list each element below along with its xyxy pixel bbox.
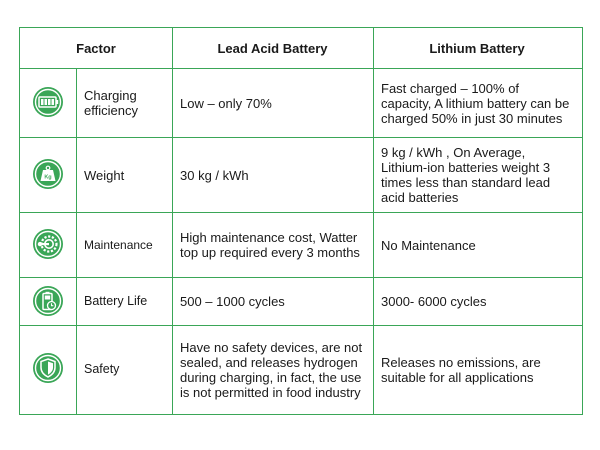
shield-icon [32, 352, 64, 384]
factor-charging-efficiency: Charging efficiency [84, 88, 138, 118]
lead-acid-weight: 30 kg / kWh [180, 167, 249, 183]
lithium-charging: Fast charged – 100% of capacity, A lithium battery can be charged 50% in just 30 minutes [381, 80, 570, 126]
lead-acid-maintenance: High maintenance cost, Watter top up required every 3 months [180, 230, 360, 260]
factor-battery-life: Battery Life [84, 294, 148, 308]
header-lead-acid: Lead Acid Battery [217, 40, 328, 56]
battery-charging-icon [32, 86, 64, 118]
header-lithium: Lithium Battery [429, 40, 525, 56]
lithium-maintenance: No Maintenance [381, 237, 476, 253]
lithium-safety: Releases no emissions, are suitable for all applications [381, 354, 541, 385]
comparison-table [19, 27, 583, 415]
gear-wrench-icon [32, 228, 64, 260]
lithium-weight: 9 kg / kWh , On Average, Lithium-ion batteries weight 3 times less than standard lead acid batteries [381, 145, 551, 205]
weight-kg-icon [32, 158, 64, 190]
lead-acid-charging: Low – only 70% [180, 95, 272, 111]
lead-acid-battery-life: 500 – 1000 cycles [180, 294, 285, 309]
battery-clock-icon [32, 285, 64, 317]
factor-weight: Weight [84, 167, 125, 183]
header-factor: Factor [76, 40, 116, 56]
lead-acid-safety: Have no safety devices, are not sealed, and releases hydrogen during charging, in fact, the use is not permitted in food industry [180, 339, 363, 400]
lithium-battery-life: 3000- 6000 cycles [381, 294, 487, 309]
factor-safety: Safety [84, 362, 120, 376]
factor-maintenance: Maintenance [84, 237, 153, 252]
svg-text:Kg: Kg [44, 174, 52, 181]
